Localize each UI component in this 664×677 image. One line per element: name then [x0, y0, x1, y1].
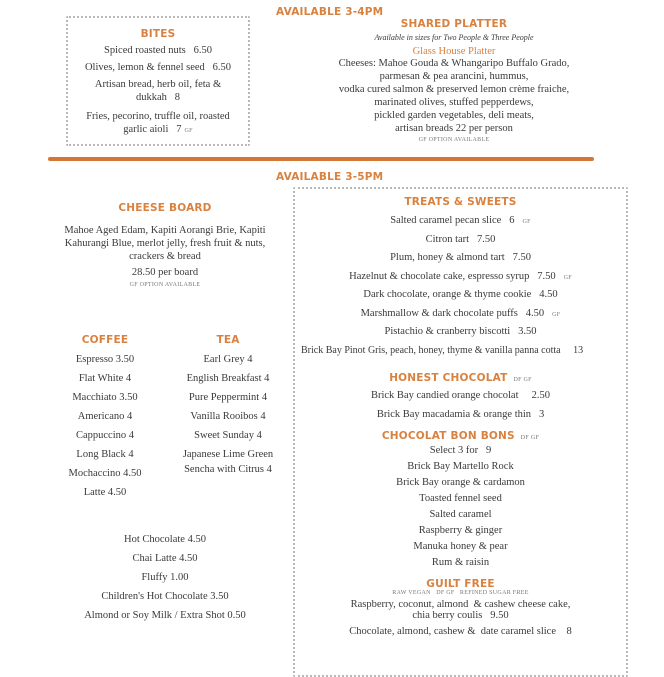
- cheese-board-section: [40, 202, 290, 288]
- shared-platter-subtitle: Available in sizes for Two People & Three People: [374, 33, 534, 42]
- tea-title: TEA: [216, 334, 240, 346]
- tea-item: Sweet Sunday 4: [194, 430, 262, 441]
- cheese-line: crackers & bread: [129, 251, 201, 262]
- cheese-price: 28.50 per board: [131, 267, 199, 278]
- treat-item: Marshmallow & dark chocolate puffs 4.50 GF: [360, 307, 561, 319]
- gf-option-note: GF OPTION AVAILABLE: [129, 282, 201, 288]
- shared-platter-title: SHARED PLATTER: [400, 18, 508, 30]
- coffee-item: Flat White 4: [78, 373, 132, 384]
- bon-bon-item: Toasted fennel seed: [419, 493, 502, 504]
- menu-item: Spiced roasted nuts 6.50: [104, 45, 212, 56]
- tea-item: Vanilla Rooibos 4: [190, 411, 266, 422]
- coffee-item: Long Black 4: [76, 449, 134, 460]
- bon-bon-item: Brick Bay orange & cardamon: [396, 477, 525, 488]
- platter-line: Cheeses: Mahoe Gouda & Whangaripo Buffalo Grado,: [338, 58, 570, 69]
- platter-name: Glass House Platter: [412, 46, 496, 57]
- bon-bons-title: CHOCOLAT BON BONS DF GF: [381, 430, 540, 442]
- tea-item: English Breakfast 4: [186, 373, 270, 384]
- treats-box: [293, 187, 628, 677]
- drink-item: Hot Chocolate 4.50: [124, 534, 206, 545]
- shared-platter-section: [300, 18, 608, 143]
- coffee-item: Latte 4.50: [83, 487, 127, 498]
- diet-tags: DF GF: [520, 435, 540, 441]
- tea-item: Pure Peppermint 4: [188, 392, 268, 403]
- chocolat-item: Brick Bay macadamia & orange thin 3: [376, 408, 545, 420]
- bites-box: [66, 16, 250, 146]
- treat-item: Salted caramel pecan slice 6 GF: [390, 215, 531, 226]
- drink-item: Children's Hot Chocolate 3.50: [101, 591, 229, 602]
- coffee-item: Cappuccino 4: [75, 430, 135, 441]
- coffee-title: COFFEE: [81, 334, 129, 346]
- tea-item: Earl Grey 4: [203, 354, 253, 365]
- treat-item: Plum, honey & almond tart 7.50: [390, 252, 531, 263]
- menu-item: Artisan bread, herb oil, feta & dukkah 8: [94, 79, 222, 103]
- other-drinks-section: [40, 533, 290, 628]
- treat-item: Citron tart 7.50: [425, 233, 496, 245]
- treat-item: Brick Bay Pinot Gris, peach, honey, thyme & vanilla panna cotta 13: [301, 344, 584, 356]
- guilt-free-item: Raspberry, coconut, almond & cashew cheese cake, chia berry coulis 9.50: [350, 599, 571, 621]
- coffee-item: Mochaccino 4.50: [68, 468, 142, 479]
- honest-chocolat-title: HONEST CHOCOLAT DF GF: [389, 372, 532, 384]
- treats-title: TREATS & SWEETS: [404, 196, 517, 208]
- menu-item: Fries, pecorino, truffle oil, roasted garlic aioli 7 GF: [86, 111, 230, 135]
- coffee-item: Americano 4: [77, 411, 133, 422]
- gf-tag: GF: [184, 128, 193, 134]
- platter-price: artisan breads 22 per person: [395, 123, 513, 134]
- treat-item: Dark chocolate, orange & thyme cookie 4.50: [363, 289, 558, 300]
- drink-item: Fluffy 1.00: [141, 572, 189, 583]
- drink-item: Chai Latte 4.50: [132, 553, 198, 564]
- tea-item: Japanese Lime Green: [182, 449, 274, 460]
- guilt-free-tags: RAW VEGAN DF GF REFINED SUGAR FREE: [392, 590, 529, 596]
- gf-option-note: GF OPTION AVAILABLE: [418, 137, 490, 143]
- cheese-board-title: CHEESE BOARD: [118, 202, 212, 214]
- availability-3-4pm: AVAILABLE 3-4PM: [276, 6, 384, 18]
- bites-title: BITES: [140, 28, 176, 40]
- coffee-item: Espresso 3.50: [75, 354, 135, 365]
- drink-item: Almond or Soy Milk / Extra Shot 0.50: [84, 610, 246, 621]
- coffee-section: [50, 334, 160, 505]
- tea-item: Sencha with Citrus 4: [184, 464, 272, 475]
- treat-item: Hazelnut & chocolate cake, espresso syrup 7.50 GF: [349, 270, 572, 282]
- cheese-line: Mahoe Aged Edam, Kapiti Aorangi Brie, Kapiti: [64, 225, 266, 236]
- bon-bon-item: Salted caramel: [429, 509, 492, 520]
- guilt-free-title: GUILT FREE: [426, 578, 495, 590]
- bon-bon-item: Raspberry & ginger: [418, 525, 503, 536]
- cheese-line: Kahurangi Blue, merlot jelly, fresh fruit & nuts,: [64, 238, 266, 249]
- guilt-free-item: Chocolate, almond, cashew & date caramel slice 8: [349, 626, 572, 637]
- coffee-item: Macchiato 3.50: [72, 392, 138, 403]
- platter-line: parmesan & pea arancini, hummus,: [379, 71, 529, 82]
- platter-line: vodka cured salmon & preserved lemon crème fraiche,: [338, 84, 570, 95]
- availability-3-5pm: AVAILABLE 3-5PM: [276, 171, 384, 183]
- bon-bon-item: Manuka honey & pear: [413, 541, 508, 552]
- bon-bon-item: Brick Bay Martello Rock: [407, 461, 514, 472]
- platter-line: pickled garden vegetables, deli meats,: [374, 110, 534, 121]
- divider-line: [48, 157, 594, 161]
- platter-line: marinated olives, stuffed pepperdews,: [374, 97, 534, 108]
- menu-item: Olives, lemon & fennel seed 6.50: [84, 62, 232, 73]
- chocolat-item: Brick Bay candied orange chocolat 2.50: [370, 390, 551, 401]
- bon-bons-select: Select 3 for 9: [429, 445, 492, 456]
- tea-section: [172, 334, 284, 476]
- treat-item: Pistachio & cranberry biscotti 3.50: [384, 326, 537, 337]
- bon-bon-item: Rum & raisin: [431, 557, 490, 568]
- diet-tags: DF GF: [513, 377, 532, 383]
